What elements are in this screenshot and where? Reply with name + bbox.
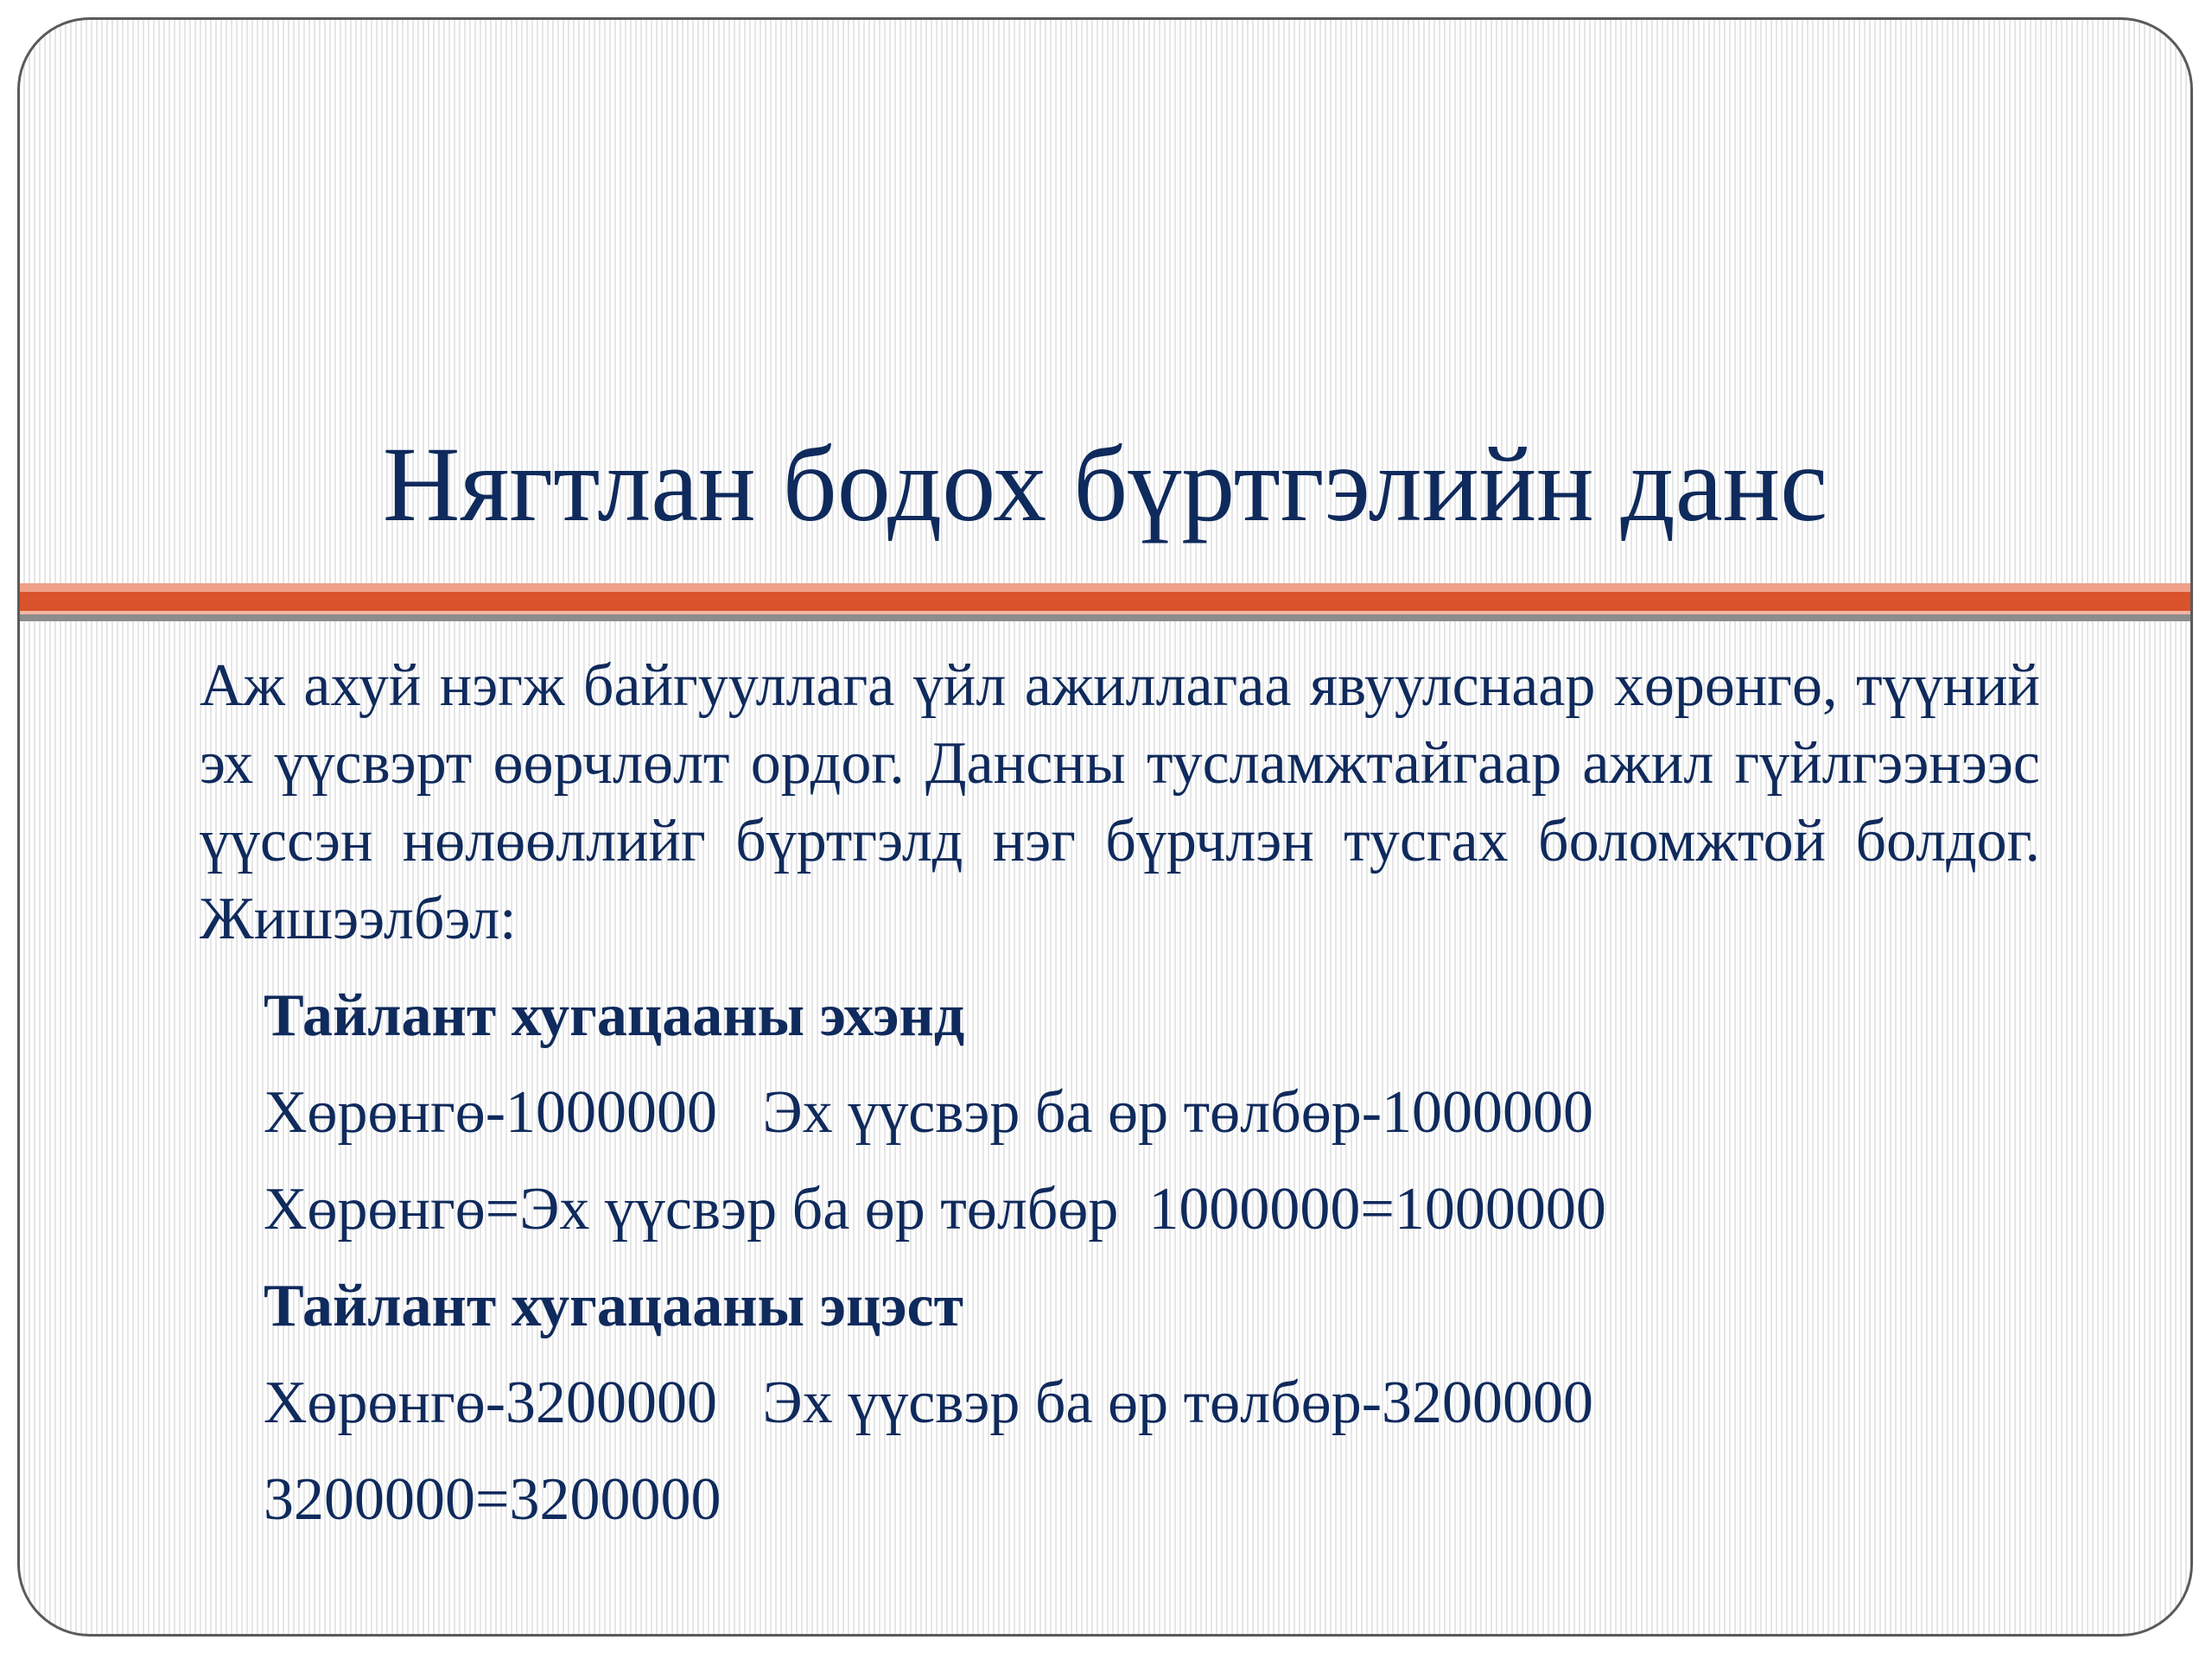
period-end-values: Хөрөнгө-3200000 Эх үүсвэр ба өр төлбөр-3200000 — [264, 1370, 1594, 1436]
intro-paragraph: Аж ахуй нэгж байгууллага үйл ажиллагаа явуулснаар хөрөнгө, түүний эх үүсвэрт өөрчлөлт ордог. Дансны тусламжтайгаар ажил гүйлгээнээс үүссэн нөлөөллийг бүртгэлд нэг бүрчлэн тусгах боломжтой болдог. Жишээлбэл: — [200, 652, 2040, 952]
period-end-heading: Тайлант хугацааны эцэст — [264, 1273, 963, 1339]
period-start-equation: Хөрөнгө=Эх үүсвэр ба өр төлбөр 1000000=1000000 — [264, 1176, 1606, 1243]
period-end-equation: 3200000=3200000 — [264, 1466, 721, 1533]
period-start-heading: Тайлант хугацааны эхэнд — [264, 982, 965, 1049]
slide-body — [200, 647, 2040, 1558]
slide-title: Нягтлан бодох бүртгэлийн данс — [382, 425, 1828, 543]
divider-stripe-orange — [20, 592, 2190, 611]
period-start-values: Хөрөнгө-1000000 Эх үүсвэр ба өр төлбөр-1000000 — [264, 1079, 1594, 1146]
slide — [17, 17, 2193, 1637]
divider-stripe-gray — [20, 614, 2190, 621]
title-divider — [20, 583, 2190, 623]
divider-stripe-light — [20, 583, 2190, 592]
